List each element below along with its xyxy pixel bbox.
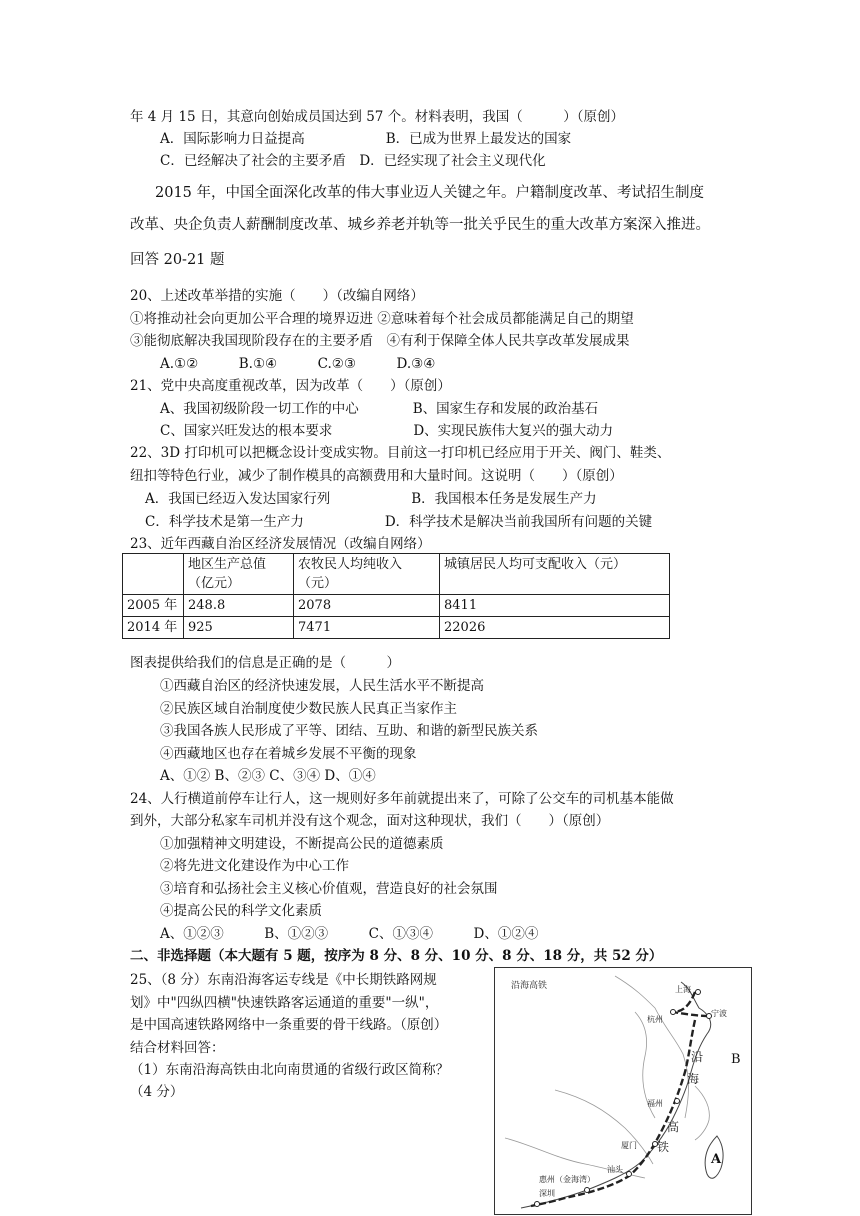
map-label-a: A: [711, 1152, 722, 1167]
option-line: ①西藏自治区的经济快速发展，人民生活水平不断提高: [160, 678, 484, 694]
city-label: 厦门: [621, 1141, 637, 1150]
table-header-cell: [440, 554, 670, 595]
option-line: A、我国初级阶段一切工作的中心 B、国家生存和发展的政治基石: [160, 401, 599, 417]
table-header-row: [123, 554, 670, 595]
table-row: [123, 595, 670, 617]
text-line: （4 分）: [130, 1084, 184, 1100]
section-heading: 二、非选择题（本大题有 5 题，按序为 8 分、8 分、10 分、8 分、18 分，共 52 分）: [130, 948, 663, 964]
table-cell: 7471: [294, 617, 440, 639]
option-line: A.①② B.①④ C.②③ D.③④: [160, 356, 436, 372]
option-line: ③能彻底解决我国现阶段存在的主要矛盾 ④有利于保障全体人民共享改革发展成果: [130, 333, 630, 349]
table-cell: 2005 年: [123, 595, 184, 617]
question-23: 23、近年西藏自治区经济发展情况（改编自网络）: [130, 536, 431, 552]
table-cell: 925: [184, 617, 294, 639]
text-line: 是中国高速铁路网络中一条重要的骨干线路。（原创）: [130, 1017, 448, 1033]
city-label: 宁波: [711, 1009, 727, 1018]
option-line: C．已经解决了社会的主要矛盾 D．已经实现了社会主义现代化: [160, 153, 546, 169]
paragraph-line: 2015 年，中国全面深化改革的伟大事业迈人关键之年。户籍制度改革、考试招生制度: [155, 185, 705, 201]
map-drawing: [495, 968, 751, 1214]
table-cell: 22026: [440, 617, 670, 639]
map-label-b: B: [731, 1052, 741, 1067]
city-label: 惠州（金海湾）: [539, 1175, 595, 1184]
rail-label: 沿: [691, 1050, 704, 1064]
table-row: [123, 617, 670, 639]
question-22: 22、3D 打印机可以把概念设计变成实物。目前这一打印机已经应用于开关、阀门、鞋类、: [130, 445, 671, 461]
railway-map: [494, 967, 752, 1215]
header-gdp: 地区生产总值 （亿元）: [188, 557, 267, 591]
paragraph-line: 改革、央企负责人薪酬制度改革、城乡养老并轨等一批关乎民生的重大改革方案深入推进。: [130, 217, 710, 233]
option-line: ③我国各族人民形成了平等、团结、互助、和谐的新型民族关系: [160, 723, 538, 739]
text-line: 纽扣等特色行业，减少了制作模具的高额费用和大量时间。这说明（ ）（原创）: [130, 468, 623, 484]
option-line: ③培育和弘扬社会主义核心价值观，营造良好的社会氛围: [160, 881, 498, 897]
option-line: ④西藏地区也存在着城乡发展不平衡的现象: [160, 746, 417, 762]
text-line: （1）东南沿海高铁由北向南贯通的省级行政区简称？: [130, 1062, 450, 1078]
question-25: 25、（8 分）东南沿海客运专线是《中长期铁路网规: [130, 972, 437, 988]
option-line: ④提高公民的科学文化素质: [160, 903, 322, 919]
economy-table: [122, 553, 670, 639]
city-label: 杭州: [647, 1015, 663, 1024]
option-line: ②将先进文化建设作为中心工作: [160, 858, 349, 874]
question-20: 20、上述改革举措的实施（ ）（改编自网络）: [130, 288, 424, 304]
option-line: A、①②③ B、①②③ C、①③④ D、①②④: [160, 926, 539, 942]
text-line: 划》中"四纵四横"快速铁路客运通道的重要"一纵"，: [130, 995, 439, 1011]
table-header-cell: [123, 554, 184, 595]
text-line: 结合材料回答：: [130, 1040, 225, 1056]
rail-label: 高: [667, 1120, 680, 1134]
map-title: 沿海高铁: [511, 981, 548, 991]
option-line: A．我国已经迈入发达国家行列 B．我国根本任务是发展生产力: [145, 491, 597, 507]
rail-label: 海: [687, 1072, 700, 1086]
city-label: 上海: [675, 985, 691, 994]
rail-label: 铁: [657, 1140, 670, 1154]
table-header-cell: [184, 554, 294, 595]
city-label: 福州: [647, 1099, 663, 1108]
option-line: ①将推动社会向更加公平合理的境界迈进 ②意味着每个社会成员都能满足自己的期望: [130, 311, 634, 327]
city-label: 深圳: [539, 1189, 555, 1198]
question-24: 24、人行横道前停车让行人，这一规则好多年前就提出来了，可除了公交车的司机基本能做: [130, 791, 674, 807]
option-line: ②民族区域自治制度使少数民族人民真正当家作主: [160, 701, 457, 717]
table-cell: 248.8: [184, 595, 294, 617]
table-header-cell: [294, 554, 440, 595]
text-line: 年 4 月 15 日，其意向创始成员国达到 57 个。材料表明，我国（ ）（原创）: [130, 109, 624, 125]
text-line: 到外，大部分私家车司机并没有这个观念，面对这种现状，我们（ ）（原创）: [130, 813, 610, 829]
option-line: C．科学技术是第一生产力 D．科学技术是解决当前我国所有问题的关键: [145, 514, 653, 530]
question-21: 21、党中央高度重视改革，因为改革（ ）（原创）: [130, 378, 451, 394]
table-cell: 8411: [440, 595, 670, 617]
option-line: ①加强精神文明建设，不断提高公民的道德素质: [160, 836, 444, 852]
header-urban-income: 城镇居民人均可支配收入（元）: [444, 557, 627, 572]
option-line: A、①② B、②③ C、③④ D、①④: [160, 768, 376, 784]
paragraph-line: 回答 20-21 题: [130, 252, 225, 268]
header-rural-income: 农牧民人均纯收入 （元）: [298, 557, 403, 591]
table-cell: 2078: [294, 595, 440, 617]
option-line: A．国际影响力日益提高 B．已成为世界上最发达的国家: [160, 131, 572, 147]
table-cell: 2014 年: [123, 617, 184, 639]
city-label: 汕头: [607, 1165, 623, 1174]
option-line: C、国家兴旺发达的根本要求 D、实现民族伟大复兴的强大动力: [160, 423, 614, 439]
text-line: 图表提供给我们的信息是正确的是（ ）: [130, 655, 400, 671]
